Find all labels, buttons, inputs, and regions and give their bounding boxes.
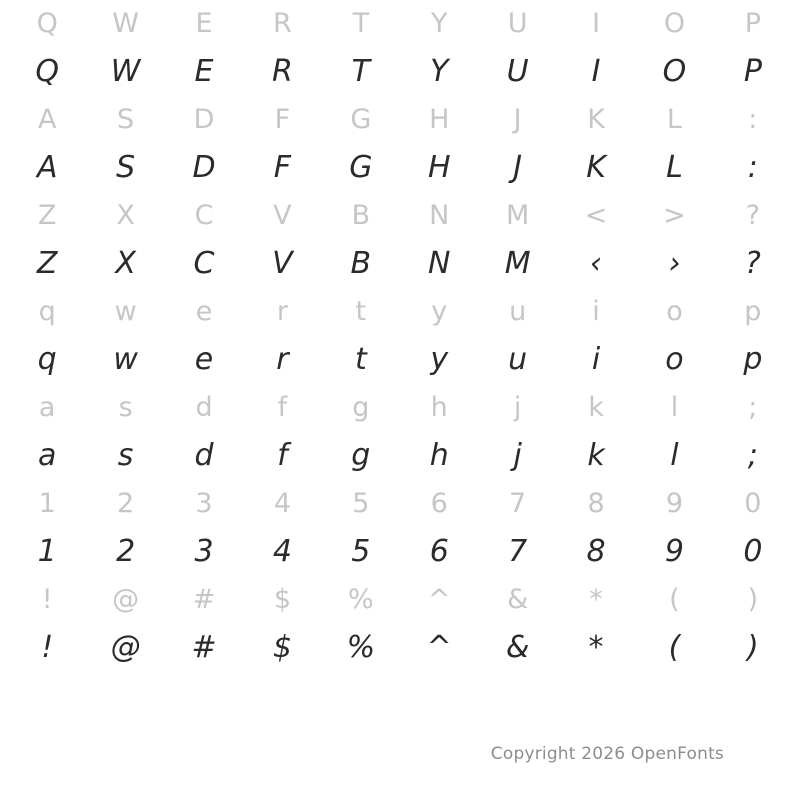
- reference-glyph: y: [431, 296, 448, 327]
- sample-glyph: E: [194, 54, 214, 89]
- sample-glyph: e: [194, 342, 214, 377]
- reference-glyph: ?: [745, 200, 761, 231]
- reference-glyph: j: [513, 392, 522, 423]
- reference-row: [8, 96, 792, 144]
- sample-row: [8, 336, 792, 384]
- reference-glyph: S: [117, 104, 135, 135]
- reference-glyph: k: [588, 392, 604, 423]
- reference-glyph: P: [744, 8, 761, 39]
- sample-glyph: L: [666, 150, 683, 185]
- reference-glyph: I: [592, 8, 601, 39]
- reference-glyph: %: [348, 584, 374, 615]
- reference-glyph: &: [507, 584, 529, 615]
- sample-glyph: r: [276, 342, 289, 377]
- reference-glyph: ): [747, 584, 759, 615]
- sample-glyph: O: [662, 54, 687, 89]
- reference-glyph: V: [273, 200, 292, 231]
- sample-glyph: a: [38, 438, 57, 473]
- sample-glyph: K: [586, 150, 606, 185]
- sample-glyph: k: [587, 438, 605, 473]
- reference-glyph: B: [351, 200, 371, 231]
- reference-glyph: t: [355, 296, 367, 327]
- sample-glyph: ?: [744, 246, 761, 281]
- reference-glyph: Y: [430, 8, 448, 39]
- sample-glyph: Z: [36, 246, 58, 281]
- sample-glyph: p: [743, 342, 763, 377]
- sample-glyph: t: [354, 342, 367, 377]
- sample-glyph: j: [513, 438, 522, 473]
- sample-glyph: 9: [664, 534, 684, 569]
- sample-glyph: %: [346, 630, 376, 665]
- reference-glyph: g: [352, 392, 370, 423]
- reference-glyph: i: [592, 296, 600, 327]
- reference-glyph: <: [584, 200, 608, 231]
- reference-glyph: H: [429, 104, 450, 135]
- sample-glyph: 5: [351, 534, 371, 569]
- reference-glyph: M: [505, 200, 530, 231]
- reference-glyph: T: [352, 8, 370, 39]
- character-row-pair: [8, 0, 792, 96]
- sample-glyph: H: [427, 150, 451, 185]
- reference-glyph: C: [194, 200, 214, 231]
- sample-row: [8, 528, 792, 576]
- reference-glyph: J: [513, 104, 522, 135]
- sample-glyph: M: [504, 246, 531, 281]
- sample-glyph: N: [428, 246, 451, 281]
- reference-glyph: d: [195, 392, 213, 423]
- reference-glyph: E: [195, 8, 213, 39]
- sample-glyph: s: [117, 438, 134, 473]
- reference-row: [8, 192, 792, 240]
- sample-glyph: :: [747, 150, 758, 185]
- reference-glyph: 4: [273, 488, 292, 519]
- reference-glyph: o: [666, 296, 683, 327]
- reference-glyph: F: [274, 104, 291, 135]
- reference-glyph: O: [663, 8, 686, 39]
- sample-glyph: ›: [668, 246, 681, 281]
- sample-glyph: ^: [426, 630, 452, 665]
- sample-glyph: u: [508, 342, 528, 377]
- sample-glyph: Q: [35, 54, 60, 89]
- reference-row: [8, 288, 792, 336]
- sample-glyph: T: [351, 54, 370, 89]
- sample-glyph: l: [670, 438, 679, 473]
- sample-glyph: o: [665, 342, 684, 377]
- sample-glyph: f: [277, 438, 288, 473]
- reference-glyph: D: [193, 104, 215, 135]
- sample-row: [8, 48, 792, 96]
- sample-glyph: J: [513, 150, 523, 185]
- sample-glyph: 8: [586, 534, 606, 569]
- sample-glyph: q: [37, 342, 57, 377]
- reference-glyph: :: [748, 104, 758, 135]
- character-row-pair: [8, 288, 792, 384]
- sample-glyph: 6: [429, 534, 449, 569]
- reference-glyph: Q: [36, 8, 58, 39]
- sample-glyph: 4: [272, 534, 292, 569]
- reference-glyph: 2: [117, 488, 135, 519]
- sample-glyph: P: [743, 54, 762, 89]
- sample-glyph: U: [506, 54, 529, 89]
- sample-glyph: y: [430, 342, 449, 377]
- reference-glyph: a: [38, 392, 56, 423]
- sample-glyph: 1: [37, 534, 57, 569]
- reference-glyph: $: [273, 584, 292, 615]
- reference-glyph: 6: [430, 488, 448, 519]
- sample-glyph: g: [351, 438, 371, 473]
- reference-glyph: ^: [427, 584, 451, 615]
- reference-glyph: R: [273, 8, 292, 39]
- reference-row: [8, 384, 792, 432]
- reference-glyph: (: [669, 584, 680, 615]
- reference-glyph: 9: [665, 488, 684, 519]
- reference-glyph: u: [509, 296, 527, 327]
- reference-glyph: *: [589, 584, 603, 615]
- copyright-notice: Copyright 2026 OpenFonts: [490, 744, 724, 764]
- reference-glyph: 7: [509, 488, 527, 519]
- sample-glyph: i: [591, 342, 601, 377]
- reference-glyph: X: [116, 200, 135, 231]
- sample-glyph: Y: [430, 54, 449, 89]
- reference-glyph: Z: [37, 200, 57, 231]
- sample-glyph: S: [116, 150, 136, 185]
- reference-glyph: s: [118, 392, 133, 423]
- character-row-pair: [8, 480, 792, 576]
- reference-glyph: W: [112, 8, 139, 39]
- sample-glyph: &: [505, 630, 530, 665]
- character-row-pair: [8, 192, 792, 288]
- reference-glyph: L: [666, 104, 682, 135]
- sample-row: [8, 432, 792, 480]
- reference-glyph: G: [350, 104, 372, 135]
- reference-glyph: l: [670, 392, 679, 423]
- sample-glyph: #: [191, 630, 217, 665]
- reference-glyph: U: [507, 8, 528, 39]
- reference-glyph: N: [429, 200, 450, 231]
- character-row-pair: [8, 576, 792, 672]
- reference-glyph: !: [41, 584, 53, 615]
- sample-glyph: ;: [747, 438, 758, 473]
- sample-glyph: R: [271, 54, 293, 89]
- sample-glyph: W: [110, 54, 141, 89]
- sample-glyph: G: [349, 150, 373, 185]
- sample-glyph: 3: [194, 534, 214, 569]
- reference-glyph: >: [663, 200, 686, 231]
- sample-row: [8, 624, 792, 672]
- reference-glyph: 0: [744, 488, 762, 519]
- sample-glyph: F: [273, 150, 292, 185]
- reference-glyph: #: [192, 584, 216, 615]
- reference-row: [8, 480, 792, 528]
- sample-glyph: A: [36, 150, 58, 185]
- sample-glyph: d: [194, 438, 214, 473]
- reference-glyph: p: [744, 296, 762, 327]
- sample-glyph: X: [115, 246, 136, 281]
- reference-row: [8, 576, 792, 624]
- sample-glyph: !: [41, 630, 54, 665]
- reference-glyph: K: [587, 104, 605, 135]
- reference-glyph: h: [430, 392, 448, 423]
- sample-glyph: V: [272, 246, 293, 281]
- reference-glyph: ;: [748, 392, 758, 423]
- reference-glyph: 5: [352, 488, 370, 519]
- character-row-pair: [8, 96, 792, 192]
- sample-glyph: *: [588, 630, 604, 665]
- reference-glyph: r: [276, 296, 288, 327]
- reference-glyph: f: [277, 392, 288, 423]
- sample-glyph: ): [747, 630, 759, 665]
- sample-row: [8, 240, 792, 288]
- sample-glyph: h: [429, 438, 449, 473]
- reference-glyph: @: [112, 584, 140, 615]
- reference-glyph: e: [195, 296, 213, 327]
- sample-glyph: 7: [508, 534, 528, 569]
- reference-glyph: A: [37, 104, 57, 135]
- sample-glyph: C: [193, 246, 215, 281]
- sample-glyph: 2: [116, 534, 136, 569]
- reference-glyph: w: [114, 296, 137, 327]
- sample-glyph: @: [110, 630, 141, 665]
- sample-glyph: ‹: [590, 246, 603, 281]
- sample-glyph: D: [192, 150, 216, 185]
- reference-glyph: q: [38, 296, 56, 327]
- sample-glyph: B: [350, 246, 372, 281]
- sample-glyph: 0: [743, 534, 763, 569]
- reference-row: [8, 0, 792, 48]
- sample-glyph: w: [113, 342, 138, 377]
- sample-row: [8, 144, 792, 192]
- reference-glyph: 3: [195, 488, 213, 519]
- character-row-pair: [8, 384, 792, 480]
- reference-glyph: 1: [38, 488, 56, 519]
- sample-glyph: (: [668, 630, 681, 665]
- sample-glyph: $: [272, 630, 292, 665]
- sample-glyph: I: [591, 54, 601, 89]
- reference-glyph: 8: [587, 488, 605, 519]
